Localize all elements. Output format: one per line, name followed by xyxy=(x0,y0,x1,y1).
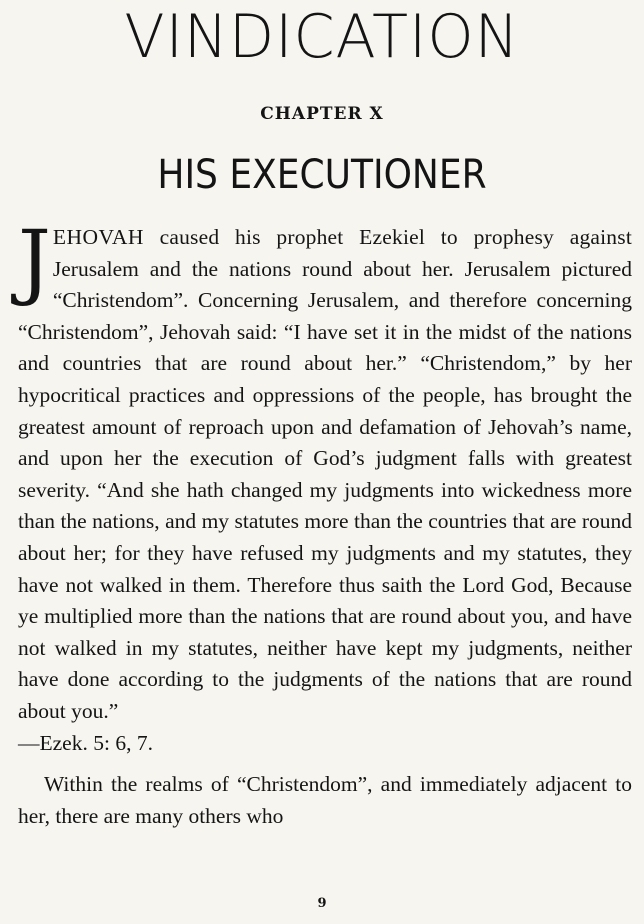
drop-cap: J xyxy=(18,214,51,309)
paragraph-1 xyxy=(18,214,632,759)
scripture-citation: —Ezek. 5: 6, 7. xyxy=(18,730,153,755)
paragraph-2 xyxy=(18,769,632,832)
paragraph-1-text: caused his prophet Ezekiel to prophesy against Jerusalem and the nations round about her. Jerusalem pictured “Christendom”. Concerning Jerusalem, and therefore concerning “Christendom”, Jehovah said: “I have set it in the midst of the nations and countries that are round about her.” “Christendom,” by her hypocritical practices and oppressions of the people, has brought the greatest amount of reproach upon and defamation of Jehovah’s name, and upon her the execution of God’s judgment falls with greatest severity. “And she hath changed my judgments into wickedness more than the nations, and my statutes more than the countries that are round about her; for they have refused my judgments and my statutes, they have not walked in them. Therefore thus saith the Lord God, Because ye multiplied more than the nations that are round about you, and have not walked in my statutes, neither have kept my judgments, neither have done according to the judgments of the nations that are round about you.” xyxy=(18,225,632,723)
paragraph-2-text: Within the realms of “Christendom”, and immediately adjacent to her, there are many others who xyxy=(18,772,632,828)
body-text xyxy=(18,214,632,832)
running-title: VINDICATION xyxy=(124,2,520,72)
chapter-title: HIS EXECUTIONER xyxy=(157,152,487,198)
lead-word: EHOVAH xyxy=(52,225,144,249)
page-number: 9 xyxy=(317,896,327,911)
chapter-label: CHAPTER X xyxy=(260,104,384,124)
